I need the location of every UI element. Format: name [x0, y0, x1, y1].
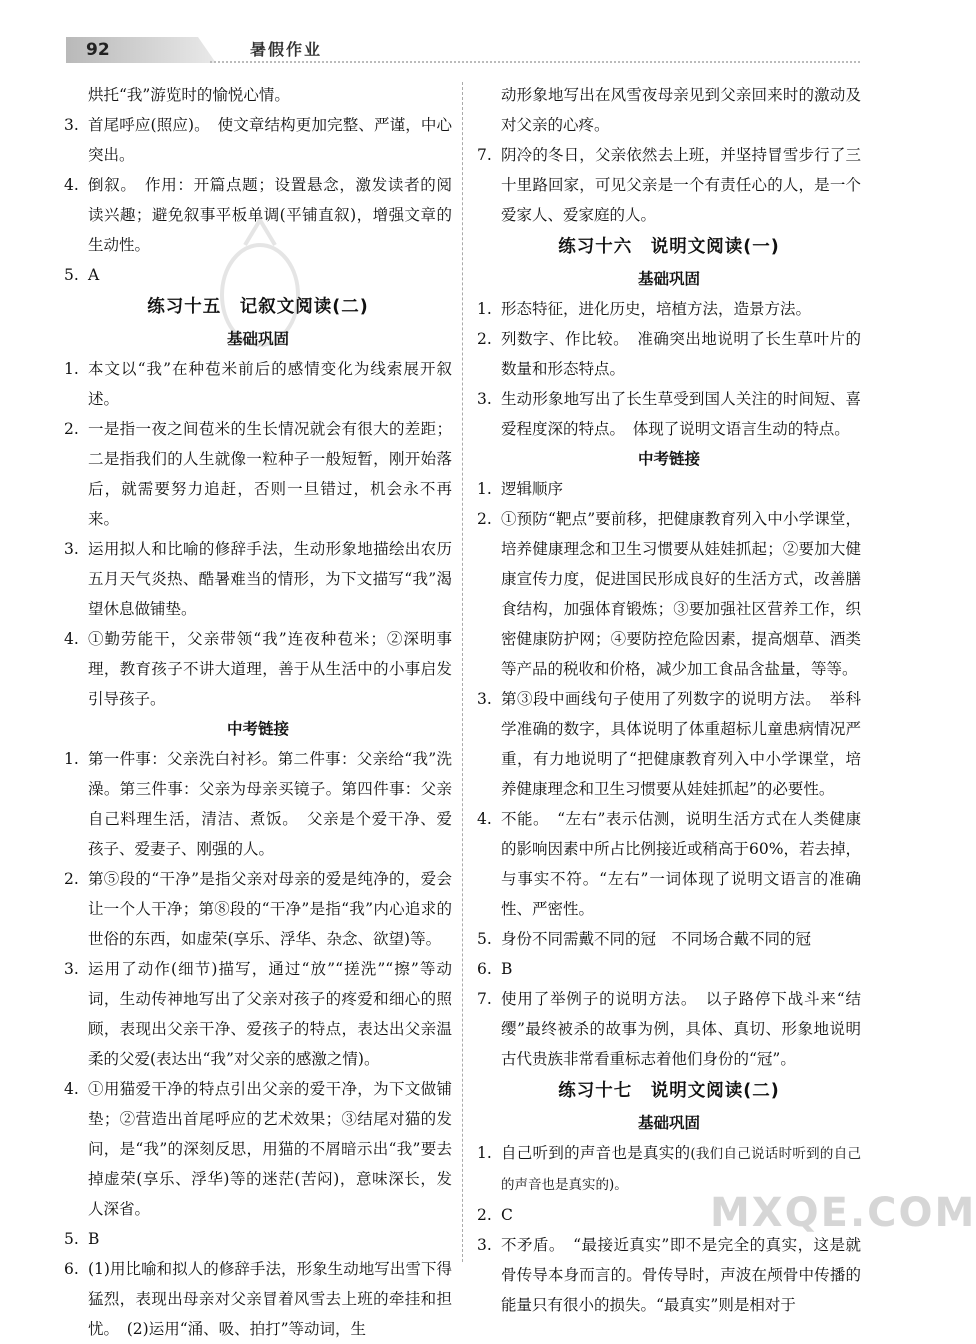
site-watermark: MXQE.COM — [710, 1190, 976, 1236]
list-item: 1. 第一件事：父亲洗白衬衫。第二件事：父亲给“我”洗澡。第三件事：父亲为母亲买镜子。第四件事：父亲自己料理生活，清洁、煮饭。 父亲是个爱干净、爱孩子、爱妻子、刚强的人。 — [64, 750, 452, 858]
section-title-15: 练习十五 记叙文阅读(二) — [147, 297, 369, 317]
list-item: 4. 不能。 “左右”表示估测，说明生活方式在人类健康的影响因素中所占比例接近或稍高于60%，若去掉，与事实不符。“左右”一词体现了说明文语言的准确性、严密性。 — [477, 810, 861, 918]
continued-line: 烘托“我”游览时的愉悦心情。 — [88, 86, 290, 104]
section-title-16: 练习十六 说明文阅读(一) — [558, 237, 780, 257]
list-item: 3. 第③段中画线句子使用了列数字的说明方法。 举科学准确的数字，具体说明了体重超标儿童患病情况严重，有力地说明了“把健康教育列入中小学课堂，培养健康理念和卫生习惯要从娃娃抓起”的必要性。 — [477, 690, 861, 798]
page-header — [60, 33, 860, 67]
subsection-exam: 中考链接 — [637, 450, 700, 468]
carrot-watermark-icon — [205, 215, 315, 355]
header-rule — [210, 61, 860, 63]
section-title-17: 练习十七 说明文阅读(二) — [558, 1081, 780, 1101]
list-item: 2. 一是指一夜之间苞米的生长情况就会有很大的差距；二是指我们的人生就像一粒种子一般短暂，刚开始落后，就需要努力追赶，否则一旦错过，机会永不再来。 — [64, 420, 452, 528]
list-item: 5. A — [64, 266, 100, 284]
book-title: 暑假作业 — [250, 40, 323, 59]
list-item: 3. 生动形象地写出了长生草受到国人关注的时间短、喜爱程度深的特点。 体现了说明文语言生动的特点。 — [477, 390, 861, 438]
column-divider — [462, 82, 463, 1262]
list-item: 7. 阴冷的冬日，父亲依然去上班，并坚持冒雪步行了三十里路回家，可见父亲是一个有责任心的人，是一个爱家人、爱家庭的人。 — [477, 146, 861, 224]
list-item: 2. 第⑤段的“干净”是指父亲对母亲的爱是纯净的，爱会让一个人干净；第⑧段的“干净”是指“我”内心追求的世俗的东西，如虚荣(享乐、浮华、杂念、欲望)等。 — [64, 870, 452, 948]
subsection-exam: 中考链接 — [226, 720, 289, 738]
list-item: 5. 身份不同需戴不同的冠 不同场合戴不同的冠 — [477, 930, 812, 948]
list-item: 7. 使用了举例子的说明方法。 以子路停下战斗来“结缨”最终被杀的故事为例，具体、真切、形象地说明古代贵族非常看重标志着他们身份的“冠”。 — [477, 990, 861, 1068]
list-item: 1. 逻辑顺序 — [477, 480, 564, 498]
list-item: 6. B — [477, 960, 513, 978]
continued-line: 动形象地写出在风雪夜母亲见到父亲回来时的激动及对父亲的心疼。 — [501, 86, 861, 134]
subsection-basic: 基础巩固 — [226, 330, 289, 348]
list-item: 2. C — [477, 1206, 513, 1224]
answer-note: (我们自己说话时听到的自己的声音也是真实的)。 — [501, 1146, 861, 1193]
right-column — [477, 80, 861, 1320]
list-item: 4. ①勤劳能干，父亲带领“我”连夜种苞米；②深明事理，教育孩子不讲大道理，善于从生活中的小事启发引导孩子。 — [64, 630, 452, 708]
page-number: 92 — [86, 40, 110, 60]
list-item: 6. (1)用比喻和拟人的修辞手法，形象生动地写出雪下得猛烈，表现出母亲对父亲冒着风雪去上班的牵挂和担忧。 (2)运用“涌、吸、拍打”等动词，生 — [64, 1260, 452, 1338]
list-item: 1. 自己听到的声音也是真实的(我们自己说话时听到的自己的声音也是真实的)。 — [477, 1144, 861, 1193]
list-item: 3. 运用了动作(细节)描写，通过“放”“搓洗”“擦”等动词，生动传神地写出了父亲对孩子的疼爱和细心的照顾，表现出父亲干净、爱孩子的特点，表达出父亲温柔的父爱(表达出“我”对父亲的感激之情)。 — [64, 960, 452, 1068]
list-item: 4. ①用猫爱干净的特点引出父亲的爱干净，为下文做铺垫；②营造出首尾呼应的艺术效果；③结尾对猫的发问，是“我”的深刻反思，用猫的不屑暗示出“我”要去掉虚荣(享乐、浮华)等的迷茫(苦闷)，意味深长，发人深省。 — [64, 1080, 452, 1218]
list-item: 4. 倒叙。 作用：开篇点题；设置悬念，激发读者的阅读兴趣；避免叙事平板单调(平铺直叙)，增强文章的生动性。 — [64, 176, 452, 254]
list-item: 1. 本文以“我”在种苞米前后的感情变化为线索展开叙述。 — [64, 360, 452, 408]
list-item: 3. 首尾呼应(照应)。 使文章结构更加完整、严谨，中心突出。 — [64, 116, 452, 164]
subsection-basic: 基础巩固 — [637, 1114, 700, 1132]
subsection-basic: 基础巩固 — [637, 270, 700, 288]
list-item: 2. 列数字、作比较。 准确突出地说明了长生草叶片的数量和形态特点。 — [477, 330, 861, 378]
list-item: 2. ①预防“靶点”要前移，把健康教育列入中小学课堂，培养健康理念和卫生习惯要从娃娃抓起；②要加大健康宣传力度，促进国民形成良好的生活方式，改善膳食结构，加强体育锻炼；③要加强社区营养工作，织密健康防护网；④要防控危险因素，提高烟草、酒类等产品的税收和价格，减少加工食品含盐量，等等。 — [477, 510, 861, 678]
list-item: 5. B — [64, 1230, 100, 1248]
list-item: 3. 运用拟人和比喻的修辞手法，生动形象地描绘出农历五月天气炎热、酷暑难当的情形，为下文描写“我”渴望休息做铺垫。 — [64, 540, 452, 618]
list-item: 1. 形态特征，进化历史，培植方法，造景方法。 — [477, 300, 812, 318]
list-item: 3. 不矛盾。 “最接近真实”即不是完全的真实，这是就骨传导本身而言的。骨传导时，声波在颅骨中传播的能量只有很小的损失。“最真实”则是相对于 — [477, 1236, 861, 1314]
